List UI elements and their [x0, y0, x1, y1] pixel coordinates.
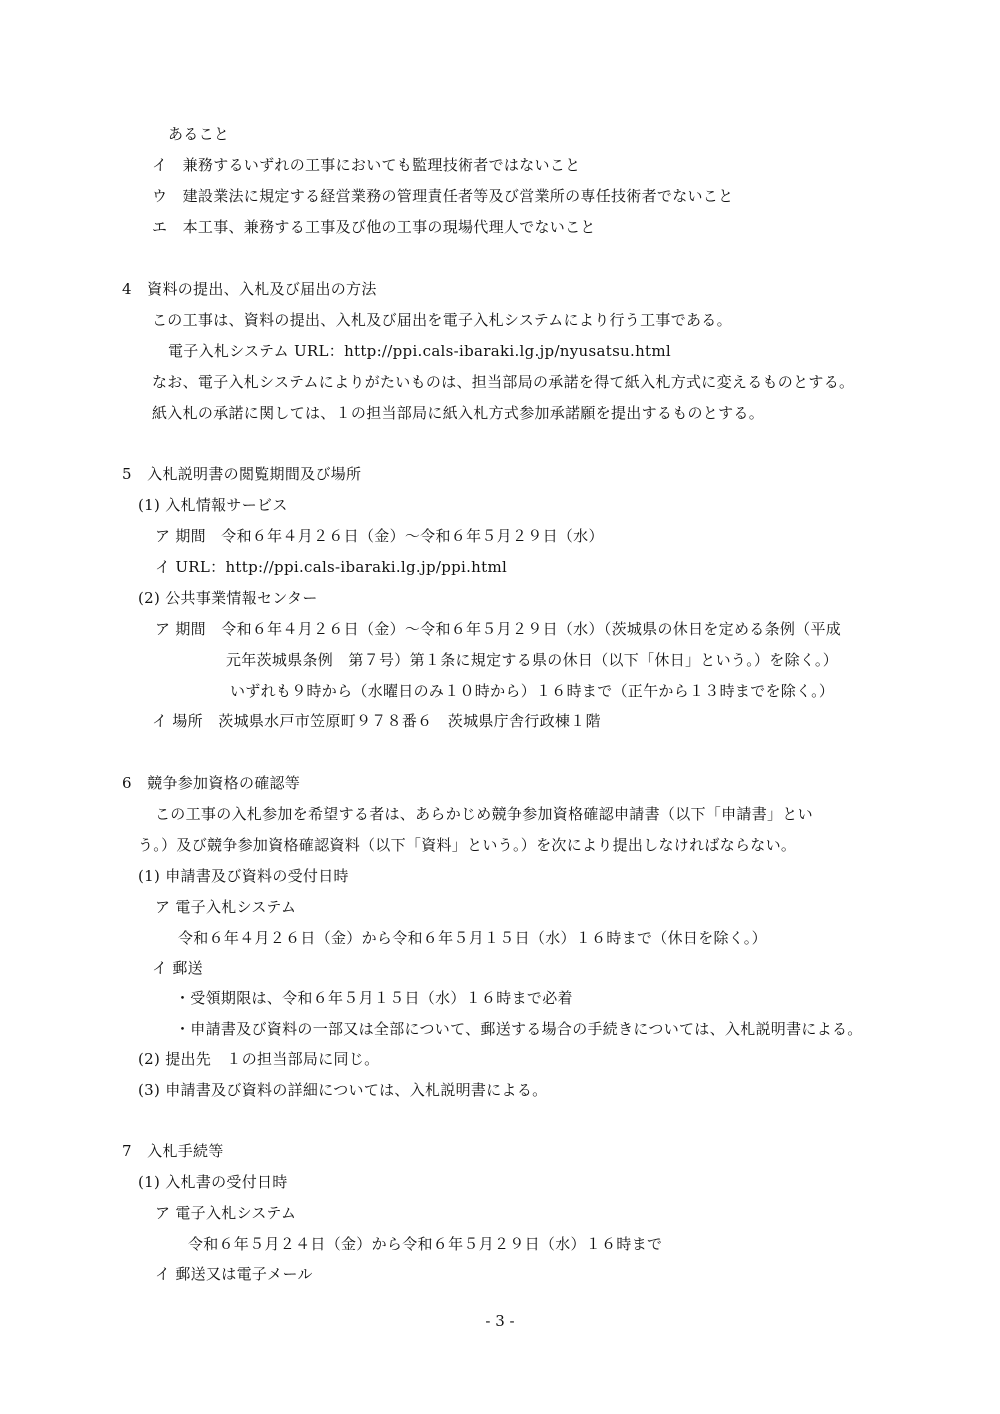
text-line: イ 場所 茨城県水戸市笠原町９７８番６ 茨城県庁舎行政棟１階 [152, 712, 601, 730]
text-line: ア 期間 令和６年４月２６日（金）～令和６年５月２９日（水）（茨城県の休日を定める条例（平成 [155, 620, 842, 638]
text-line: 令和６年４月２６日（金）から令和６年５月１５日（水）１６時まで（休日を除く。） [178, 929, 767, 947]
section-heading: 7 入札手続等 [122, 1142, 224, 1160]
text-line: ア 電子入札システム [155, 1204, 297, 1222]
text-line: この工事の入札参加を希望する者は、あらかじめ競争参加資格確認申請書（以下「申請書」とい [155, 805, 813, 823]
text-line: (2) 提出先 １の担当部局に同じ。 [138, 1050, 380, 1068]
text-line: (1) 入札情報サービス [138, 496, 288, 514]
text-line: 元年茨城県条例 第７号）第１条に規定する県の休日（以下「休日」という。）を除く。） [226, 651, 839, 669]
text-line: 令和６年５月２４日（金）から令和６年５月２９日（水）１６時まで [188, 1235, 663, 1253]
text-line: 紙入札の承諾に関しては、１の担当部局に紙入札方式参加承諾願を提出するものとする。 [152, 404, 765, 422]
text-line: ・受領期限は、令和６年５月１５日（水）１６時まで必着 [175, 989, 573, 1007]
text-line: エ 本工事、兼務する工事及び他の工事の現場代理人でないこと [152, 218, 596, 236]
text-line: この工事は、資料の提出、入札及び届出を電子入札システムにより行う工事である。 [152, 311, 732, 329]
text-line: イ 兼務するいずれの工事においても監理技術者ではないこと [152, 156, 581, 174]
text-line: ア 電子入札システム [155, 898, 297, 916]
text-line: いずれも９時から（水曜日のみ１０時から）１６時まで（正午から１３時までを除く。） [230, 682, 835, 700]
section-heading: 6 競争参加資格の確認等 [122, 774, 301, 792]
text-line: ウ 建設業法に規定する経営業務の管理責任者等及び営業所の専任技術者でないこと [152, 187, 734, 205]
text-line: なお、電子入札システムによりがたいものは、担当部局の承諾を得て紙入札方式に変えるものとする。 [152, 373, 855, 391]
page-number: - 3 - [485, 1312, 515, 1330]
text-line: イ 郵送又は電子メール [155, 1265, 313, 1283]
text-line: (1) 入札書の受付日時 [138, 1173, 288, 1191]
text-line: イ URL：http://ppi.cals-ibaraki.lg.jp/ppi.html [155, 558, 508, 576]
text-line: (3) 申請書及び資料の詳細については、入札説明書による。 [138, 1081, 548, 1099]
text-line: あること [168, 125, 230, 143]
text-line: 電子入札システム URL：http://ppi.cals-ibaraki.lg.jp/nyusatsu.html [168, 342, 672, 360]
text-line: ・申請書及び資料の一部又は全部について、郵送する場合の手続きについては、入札説明書による。 [175, 1020, 863, 1038]
text-line: (2) 公共事業情報センター [138, 589, 318, 607]
text-line: ア 期間 令和６年４月２６日（金）～令和６年５月２９日（水） [155, 527, 604, 545]
text-line: イ 郵送 [152, 959, 203, 977]
text-line: (1) 申請書及び資料の受付日時 [138, 867, 349, 885]
section-heading: 4 資料の提出、入札及び届出の方法 [122, 280, 377, 298]
text-line: う。）及び競争参加資格確認資料（以下「資料」という。）を次により提出しなければならない。 [138, 836, 797, 854]
section-heading: 5 入札説明書の閲覧期間及び場所 [122, 465, 362, 483]
